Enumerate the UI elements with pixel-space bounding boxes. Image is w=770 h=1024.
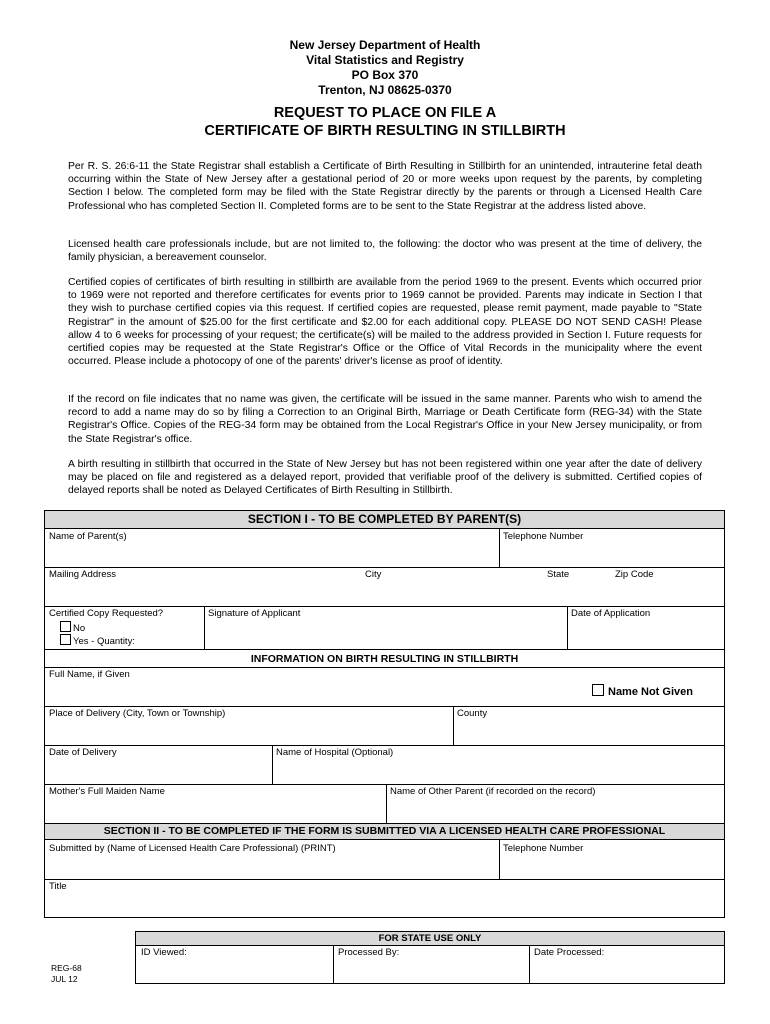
section1-title: SECTION I - TO BE COMPLETED BY PARENT(S) [45,511,724,528]
city-field[interactable]: City [365,569,382,580]
state-field[interactable]: State [547,569,570,580]
no-copy-option[interactable] [60,621,85,634]
mother-maiden-name-field[interactable]: Mother's Full Maiden Name [49,786,165,797]
date-of-delivery-field[interactable]: Date of Delivery [49,747,117,758]
other-parent-name-field[interactable]: Name of Other Parent (if recorded on the record) [390,786,596,797]
professionals-paragraph: Licensed health care professionals include, but are not limited to, the following: the doctor who was present at the time of delivery, the family physician, a bereavement counselor. [68,239,702,264]
full-name-field[interactable]: Full Name, if Given [49,669,130,680]
yes-checkbox[interactable] [60,634,71,645]
name-of-parents-field[interactable]: Name of Parent(s) [49,531,127,542]
no-name-paragraph: If the record on file indicates that no name was given, the certificate will be issued in the same manner. Parents who wish to amend the record to add a name may do so by filing a Correction to an Original Birth, Marriage or Death Certificate form (REG-34) with the State Registrar's Office. Copies of the REG-34 form may be obtained from the Local Registrar's Office in your New Jersey municipality, or from the State Registrar's office. [68,394,702,445]
professional-title-field[interactable]: Title [49,881,67,892]
hospital-field[interactable]: Name of Hospital (Optional) [276,747,394,758]
name-not-given-option[interactable] [592,684,693,698]
agency-po-box: PO Box 370 [351,68,419,82]
submitted-by-field[interactable]: Submitted by (Name of Licensed Health Care Professional) (PRINT) [49,843,336,854]
no-checkbox[interactable] [60,621,71,632]
request-form [44,510,725,918]
certified-copy-label: Certified Copy Requested? [49,608,164,619]
zip-code-field[interactable]: Zip Code [615,569,654,580]
agency-division: Vital Statistics and Registry [306,53,464,67]
section2-title: SECTION II - TO BE COMPLETED IF THE FORM IS SUBMITTED VIA A LICENSED HEALTH CARE PROFESSIONAL [45,824,724,839]
date-of-application-field[interactable]: Date of Application [571,608,651,619]
form-title-line2: CERTIFICATE OF BIRTH RESULTING IN STILLBIRTH [204,123,566,139]
name-not-given-label: Name Not Given [608,686,693,698]
id-viewed-field[interactable]: ID Viewed: [141,947,187,958]
info-title: INFORMATION ON BIRTH RESULTING IN STILLBIRTH [250,653,519,665]
mailing-address-field[interactable]: Mailing Address [49,569,117,580]
form-code: REG-68 [51,963,82,973]
intro-paragraph: Per R. S. 26:6-11 the State Registrar shall establish a Certificate of Birth Resulting in Stillbirth for an unintended, intrauterine fetal death occurring within the State of New Jersey after a gestational period of 20 or more weeks upon request by the parents, by completing Section I below. The completed form may be filed with the State Registrar directly by the parents or through a Licensed Health Care Professional who has completed Section II. Completed forms are to be sent to the State Registrar at the address listed above. [68,161,702,212]
yes-copy-option[interactable] [60,634,135,647]
state-use-box [135,931,725,984]
agency-city: Trenton, NJ 08625-0370 [318,83,452,97]
no-label: No [73,623,86,634]
name-not-given-checkbox[interactable] [592,684,604,696]
county-field[interactable]: County [457,708,488,719]
parent-telephone-field[interactable]: Telephone Number [503,531,584,542]
date-processed-field[interactable]: Date Processed: [534,947,605,958]
place-of-delivery-field[interactable]: Place of Delivery (City, Town or Township) [49,708,226,719]
form-revision-date: JUL 12 [51,974,78,984]
delayed-report-paragraph: A birth resulting in stillbirth that occurred in the State of New Jersey but has not been registered within one year after the date of delivery may be placed on file and registered as a delayed report, provided that verifiable proof of the delivery is submitted. Certified copies of delayed reports shall be noted as Delayed Certificates of Birth Resulting in Stillbirth. [68,459,702,497]
professional-telephone-field[interactable]: Telephone Number [503,843,584,854]
form-title-line1: REQUEST TO PLACE ON FILE A [273,105,497,121]
yes-quantity-label: Yes - Quantity: [73,636,135,647]
certified-copies-paragraph: Certified copies of certificates of birth resulting in stillbirth are available from the period 1969 to the present. Events which occurred prior to 1969 were not reported and therefore certificates for events prior to 1969 cannot be provided. Parents may indicate in Section I that they wish to purchase certified copies via this request. If certified copies are requested, please remit payment, made payable to "State Registrar" in the amount of $25.00 for the first certificate and $2.00 for each additional copy. PLEASE DO NOT SEND CASH! Please allow 4 to 6 weeks for processing of your request; the certificate(s) will be mailed to the address provided in Section I. Future requests for certified copies may be requested at the State Registrar's Office or the Office of Vital Records in the municipality where the event occurred. Please include a photocopy of one of the parents' driver's license as proof of identity. [68,277,702,368]
signature-field[interactable]: Signature of Applicant [208,608,301,619]
processed-by-field[interactable]: Processed By: [338,947,400,958]
agency-name: New Jersey Department of Health [289,38,481,52]
state-use-title: FOR STATE USE ONLY [136,932,724,945]
